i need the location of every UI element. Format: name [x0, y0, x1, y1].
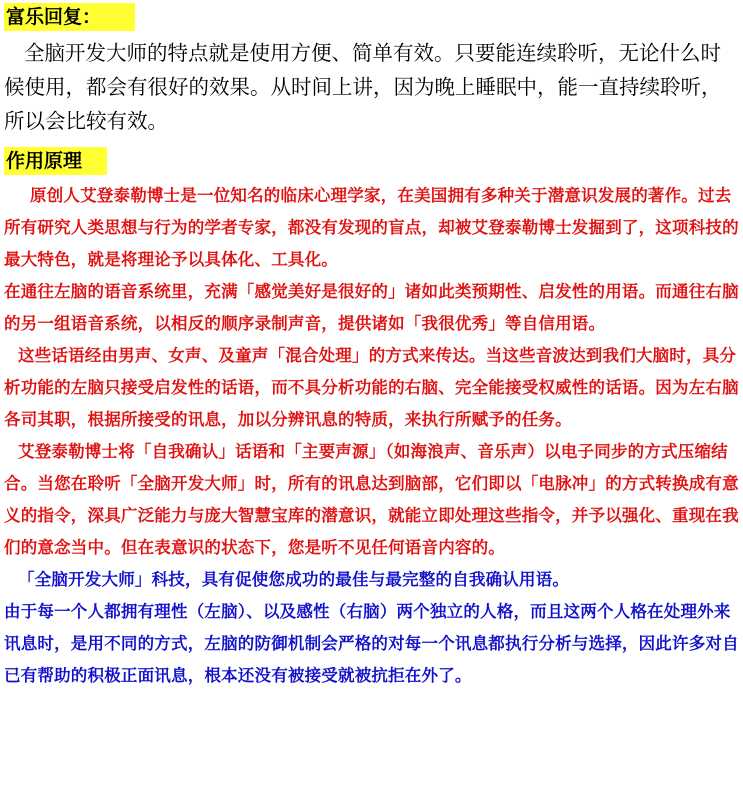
principle-paragraph-1: 原创人艾登泰勒博士是一位知名的临床心理学家，在美国拥有多种关于潜意识发展的著作。过去所有研究人类思想与行为的学者专家，都没有发现的盲点，却被艾登泰勒博士发掘到了，这项科技的最大特色，就是将理论予以具体化、工具化。	[4, 186, 739, 269]
principle-paragraph-3: 这些话语经由男声、女声、及童声「混合处理」的方式来传达。当这些音波达到我们大脑时，具分析功能的左脑只接受启发性的话语，而不具分析功能的右脑、完全能接受权威性的话语。因为左右脑各司其职，根据所接受的讯息，加以分辨讯息的特质，来执行所赋予的任务。	[4, 346, 739, 429]
reply-paragraph: 全脑开发大师的特点就是使用方便、简单有效。只要能连续聆听，无论什么时候使用，都会有很好的效果。从时间上讲，因为晚上睡眠中，能一直持续聆听，所以会比较有效。	[4, 41, 722, 133]
reply-text-block	[4, 36, 740, 138]
principle-paragraph-6: 由于每一个人都拥有理性（左脑）、以及感性（右脑）两个独立的人格，而且这两个人格在处理外来讯息时，是用不同的方式，左脑的防御机制会严格的对每一个讯息都执行分析与选择，因此许多对自已有帮助的积极正面讯息，根本还没有被接受就被抗拒在外了。	[4, 602, 739, 685]
principle-paragraph-2: 在通往左脑的语音系统里，充满「感觉美好是很好的」诸如此类预期性、启发性的用语。而通往右脑的另一组语音系统，以相反的顺序录制声音，提供诸如「我很优秀」等自信用语。	[4, 282, 739, 333]
principle-heading: 作用原理	[4, 147, 107, 175]
reply-heading: 富乐回复：	[4, 3, 135, 31]
principle-paragraph-4: 艾登泰勒博士将「自我确认」话语和「主要声源」（如海浪声、音乐声）以电子同步的方式压缩结合。当您在聆听「全脑开发大师」时，所有的讯息达到脑部，它们即以「电脉冲」的方式转换成有意义的指令，深具广泛能力与庞大智慧宝库的潜意识，就能立即处理这些指令，并予以强化、重现在我们的意念当中。但在表意识的状态下，您是听不见任何语音内容的。	[4, 442, 739, 557]
principle-paragraph-5: 「全脑开发大师」科技，具有促使您成功的最佳与最完整的自我确认用语。	[18, 570, 570, 589]
principle-body	[4, 180, 740, 692]
